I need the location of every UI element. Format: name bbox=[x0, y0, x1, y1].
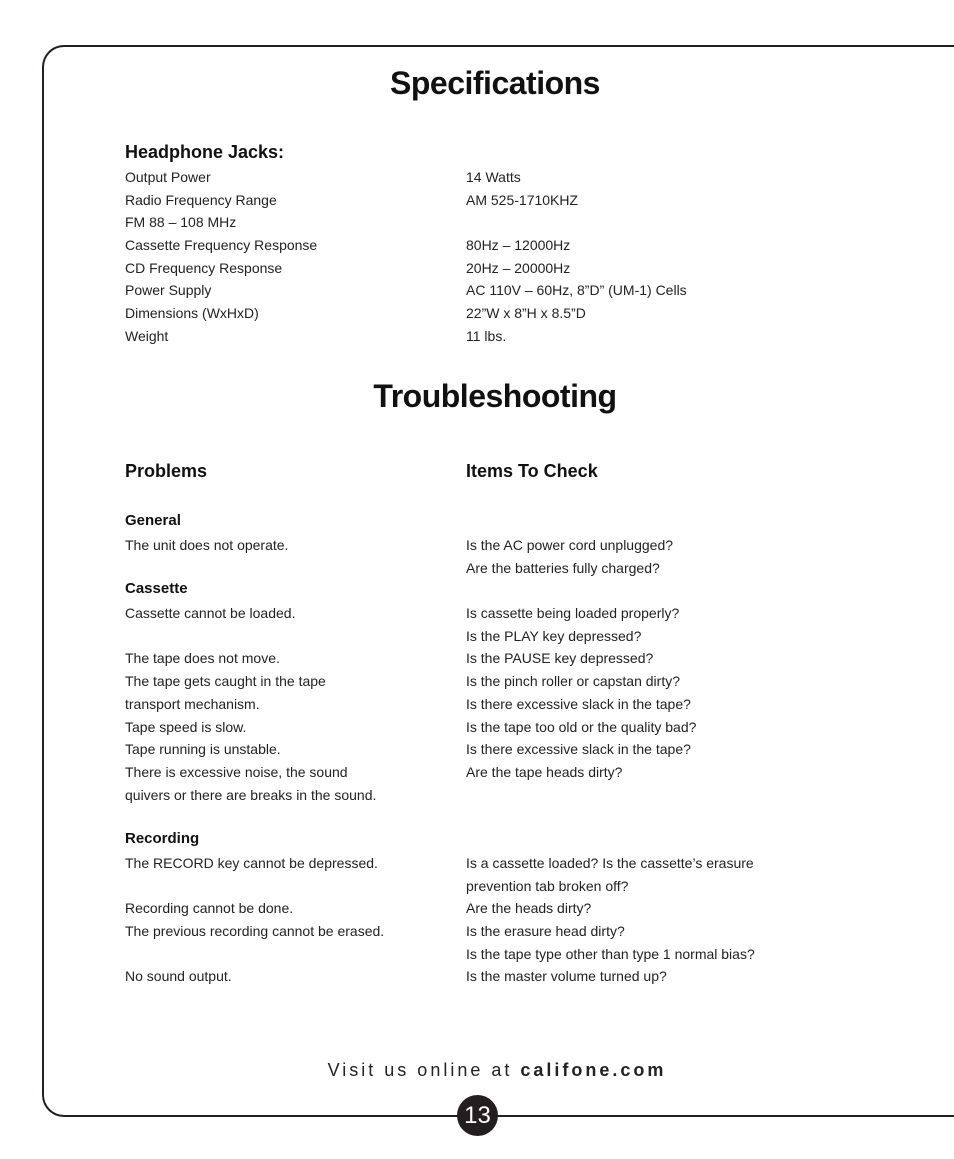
spec-label: Power Supply bbox=[125, 282, 212, 298]
spec-value: 22”W x 8”H x 8.5”D bbox=[466, 305, 586, 321]
spec-value: 80Hz – 12000Hz bbox=[466, 237, 571, 253]
check-text: Is there excessive slack in the tape? bbox=[466, 741, 691, 757]
category-recording: Recording bbox=[125, 830, 200, 847]
check-text: Is the erasure head dirty? bbox=[466, 923, 625, 939]
problem-text: Tape speed is slow. bbox=[125, 719, 247, 735]
spec-value: 11 lbs. bbox=[466, 328, 507, 344]
problem-text: There is excessive noise, the sound bbox=[125, 764, 348, 780]
spec-value: AM 525-1710KHZ bbox=[466, 192, 579, 208]
check-text: Are the heads dirty? bbox=[466, 900, 592, 916]
check-text: Are the batteries fully charged? bbox=[466, 560, 660, 576]
spec-label: Radio Frequency Range bbox=[125, 192, 277, 208]
problem-text: The unit does not operate. bbox=[125, 537, 289, 553]
spec-value: 20Hz – 20000Hz bbox=[466, 260, 571, 276]
check-text: Is there excessive slack in the tape? bbox=[466, 696, 691, 712]
check-text: Is the tape too old or the quality bad? bbox=[466, 719, 697, 735]
spec-label: CD Frequency Response bbox=[125, 260, 283, 276]
problem-text: Tape running is unstable. bbox=[125, 741, 281, 757]
spec-value: AC 110V – 60Hz, 8”D” (UM-1) Cells bbox=[466, 282, 687, 298]
page-number-badge: 13 bbox=[457, 1095, 498, 1136]
check-text: Are the tape heads dirty? bbox=[466, 764, 623, 780]
problem-text: transport mechanism. bbox=[125, 696, 260, 712]
problem-text: The previous recording cannot be erased. bbox=[125, 923, 385, 939]
check-text: Is the master volume turned up? bbox=[466, 968, 667, 984]
spec-label: Dimensions (WxHxD) bbox=[125, 305, 259, 321]
problem-text: Cassette cannot be loaded. bbox=[125, 605, 296, 621]
check-text: Is the pinch roller or capstan dirty? bbox=[466, 673, 680, 689]
website-link[interactable]: califone.com bbox=[520, 1060, 667, 1080]
footer-visit-line bbox=[0, 1060, 954, 1081]
check-text: Is the PAUSE key depressed? bbox=[466, 650, 654, 666]
category-general: General bbox=[125, 512, 181, 529]
check-text: Is a cassette loaded? Is the cassette’s erasure bbox=[466, 855, 754, 871]
problem-text: Recording cannot be done. bbox=[125, 900, 294, 916]
spec-label: Output Power bbox=[125, 169, 211, 185]
problem-text: The tape does not move. bbox=[125, 650, 280, 666]
check-text: Is the AC power cord unplugged? bbox=[466, 537, 674, 553]
items-to-check-column-heading: Items To Check bbox=[466, 461, 598, 481]
check-text: prevention tab broken off? bbox=[466, 878, 629, 894]
problems-column-heading: Problems bbox=[125, 461, 208, 481]
spec-label: Cassette Frequency Response bbox=[125, 237, 318, 253]
footer-prefix: Visit us online at bbox=[327, 1060, 521, 1080]
category-cassette: Cassette bbox=[125, 580, 188, 597]
problem-text: The RECORD key cannot be depressed. bbox=[125, 855, 378, 871]
problem-text: quivers or there are breaks in the sound. bbox=[125, 787, 377, 803]
check-text: Is the PLAY key depressed? bbox=[466, 628, 642, 644]
specifications-heading: Specifications bbox=[390, 65, 600, 101]
spec-value: 14 Watts bbox=[466, 169, 521, 185]
problem-text: No sound output. bbox=[125, 968, 232, 984]
problem-text: The tape gets caught in the tape bbox=[125, 673, 326, 689]
troubleshooting-heading: Troubleshooting bbox=[373, 378, 617, 414]
headphone-jacks-subheading: Headphone Jacks: bbox=[125, 142, 285, 162]
check-text: Is cassette being loaded properly? bbox=[466, 605, 680, 621]
spec-label: Weight bbox=[125, 328, 169, 344]
check-text: Is the tape type other than type 1 normal bias? bbox=[466, 946, 755, 962]
spec-label: FM 88 – 108 MHz bbox=[125, 214, 237, 230]
